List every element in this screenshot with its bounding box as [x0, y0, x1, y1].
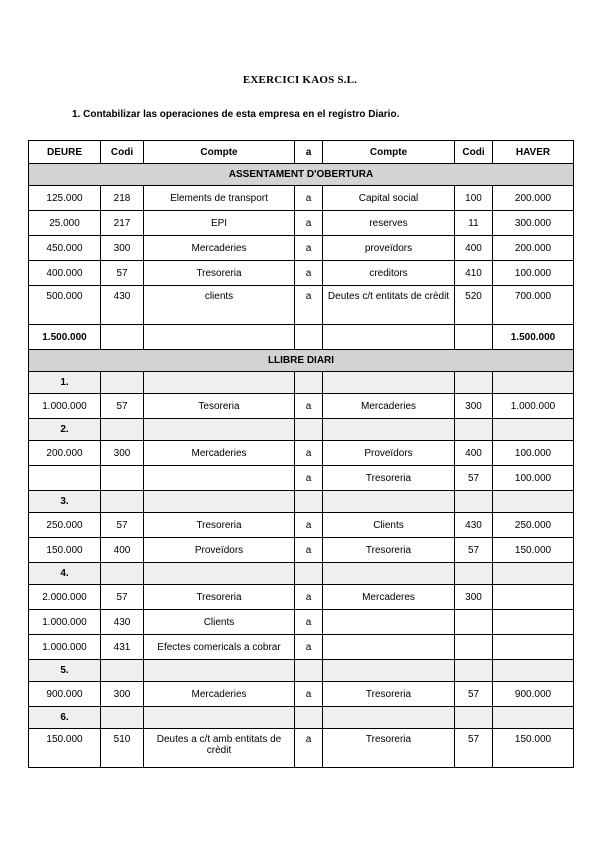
operation-number-row: [29, 563, 574, 585]
debit-account-cell: Tresoreria: [144, 513, 295, 538]
debit-code-cell: [101, 466, 144, 491]
credit-code-cell: [455, 325, 493, 350]
credit-code-cell: [455, 707, 493, 729]
debit-account-cell: Proveïdors: [144, 538, 295, 563]
credit-amount-cell: 200.000: [493, 236, 574, 261]
debit-code-cell: 300: [101, 682, 144, 707]
debit-account-cell: [144, 660, 295, 682]
debit-code-cell: 57: [101, 394, 144, 419]
credit-code-cell: 430: [455, 513, 493, 538]
debit-account-cell: [144, 707, 295, 729]
credit-account-cell: [323, 491, 455, 513]
credit-amount-cell: 900.000: [493, 682, 574, 707]
credit-code-cell: [455, 419, 493, 441]
debit-code-cell: 218: [101, 186, 144, 211]
document-title: EXERCICI KAOS S.L.: [242, 74, 358, 86]
debit-amount-cell: 2.000.000: [29, 585, 101, 610]
credit-code-cell: 520: [455, 286, 493, 325]
header-debit-account: Compte: [144, 141, 295, 164]
credit-amount-cell: 250.000: [493, 513, 574, 538]
a-marker-cell: [295, 419, 323, 441]
credit-code-cell: 57: [455, 729, 493, 768]
debit-code-cell: 510: [101, 729, 144, 768]
credit-account-cell: Tresoreria: [323, 729, 455, 768]
debit-amount-cell: 125.000: [29, 186, 101, 211]
a-marker-cell: [295, 325, 323, 350]
credit-code-cell: [455, 563, 493, 585]
debit-amount-cell: 200.000: [29, 441, 101, 466]
credit-account-cell: Mercaderes: [323, 585, 455, 610]
debit-code-cell: 217: [101, 211, 144, 236]
credit-amount-cell: [493, 585, 574, 610]
a-marker-cell: a: [295, 394, 323, 419]
debit-account-cell: [144, 372, 295, 394]
a-marker-cell: a: [295, 635, 323, 660]
credit-account-cell: Deutes c/t entitats de crèdit: [323, 286, 455, 325]
credit-amount-cell: [493, 372, 574, 394]
table-row: [29, 682, 574, 707]
debit-code-cell: [101, 325, 144, 350]
debit-amount-cell: 1.000.000: [29, 394, 101, 419]
credit-amount-cell: [493, 707, 574, 729]
credit-account-cell: [323, 660, 455, 682]
credit-amount-cell: 1.000.000: [493, 394, 574, 419]
debit-account-cell: Efectes comericals a cobrar: [144, 635, 295, 660]
operation-number: 4.: [29, 563, 101, 585]
table-row: [29, 394, 574, 419]
a-marker-cell: a: [295, 610, 323, 635]
a-marker-cell: a: [295, 466, 323, 491]
header-row: [29, 141, 574, 164]
credit-code-cell: [455, 635, 493, 660]
credit-account-cell: proveïdors: [323, 236, 455, 261]
a-marker-cell: a: [295, 211, 323, 236]
credit-account-cell: [323, 610, 455, 635]
credit-account-cell: [323, 635, 455, 660]
debit-code-cell: [101, 563, 144, 585]
debit-account-cell: Elements de transport: [144, 186, 295, 211]
section-header-row: [29, 350, 574, 372]
debit-code-cell: 57: [101, 261, 144, 286]
a-marker-cell: [295, 491, 323, 513]
debit-code-cell: 430: [101, 610, 144, 635]
operation-number: 2.: [29, 419, 101, 441]
debit-amount-cell: [29, 466, 101, 491]
debit-code-cell: 57: [101, 513, 144, 538]
table-row: [29, 610, 574, 635]
debit-account-cell: Tresoreria: [144, 585, 295, 610]
table-row: [29, 635, 574, 660]
credit-account-cell: [323, 707, 455, 729]
table-row: [29, 211, 574, 236]
a-marker-cell: a: [295, 585, 323, 610]
credit-code-cell: 11: [455, 211, 493, 236]
section-header-row: [29, 164, 574, 186]
credit-account-cell: [323, 419, 455, 441]
debit-account-cell: Mercaderies: [144, 682, 295, 707]
debit-amount-cell: 250.000: [29, 513, 101, 538]
credit-account-cell: Proveïdors: [323, 441, 455, 466]
credit-code-cell: [455, 610, 493, 635]
a-marker-cell: a: [295, 441, 323, 466]
table-row: [29, 441, 574, 466]
header-a-marker: a: [295, 141, 323, 164]
credit-account-cell: Tresoreria: [323, 538, 455, 563]
credit-account-cell: [323, 563, 455, 585]
debit-code-cell: 57: [101, 585, 144, 610]
debit-amount-cell: 900.000: [29, 682, 101, 707]
credit-account-cell: Mercaderies: [323, 394, 455, 419]
section-title: LLIBRE DIARI: [29, 350, 574, 372]
credit-account-cell: Tresoreria: [323, 466, 455, 491]
table-row: [29, 261, 574, 286]
total-row: [29, 325, 574, 350]
credit-amount-cell: 100.000: [493, 261, 574, 286]
credit-amount-cell: 100.000: [493, 441, 574, 466]
credit-amount-cell: [493, 563, 574, 585]
debit-code-cell: [101, 419, 144, 441]
operation-number: 1.: [29, 372, 101, 394]
a-marker-cell: a: [295, 286, 323, 325]
table-row: [29, 538, 574, 563]
credit-code-cell: 57: [455, 682, 493, 707]
credit-amount-cell: [493, 491, 574, 513]
table-row: [29, 236, 574, 261]
credit-code-cell: 300: [455, 585, 493, 610]
credit-account-cell: [323, 372, 455, 394]
credit-amount-cell: 100.000: [493, 466, 574, 491]
operation-number-row: [29, 707, 574, 729]
credit-code-cell: 400: [455, 236, 493, 261]
debit-account-cell: Mercaderies: [144, 441, 295, 466]
debit-amount-cell: 1.000.000: [29, 610, 101, 635]
credit-account-cell: [323, 325, 455, 350]
credit-amount-cell: 150.000: [493, 538, 574, 563]
debit-amount-cell: 1.000.000: [29, 635, 101, 660]
journal-table: [28, 140, 574, 768]
credit-code-cell: [455, 660, 493, 682]
exercise-instruction: 1. Contabilizar las operaciones de esta empresa en el registro Diario.: [72, 109, 400, 120]
table-row: [29, 513, 574, 538]
debit-code-cell: 431: [101, 635, 144, 660]
credit-amount-cell: [493, 635, 574, 660]
table-row: [29, 286, 574, 325]
credit-account-cell: Capital social: [323, 186, 455, 211]
operation-number: 3.: [29, 491, 101, 513]
credit-amount-cell: [493, 660, 574, 682]
operation-number-row: [29, 372, 574, 394]
debit-account-cell: [144, 466, 295, 491]
header-credit-amount: HAVER: [493, 141, 574, 164]
credit-amount-cell: 150.000: [493, 729, 574, 768]
debit-code-cell: 300: [101, 441, 144, 466]
a-marker-cell: a: [295, 729, 323, 768]
credit-code-cell: [455, 491, 493, 513]
debit-account-cell: [144, 491, 295, 513]
debit-account-cell: [144, 563, 295, 585]
credit-amount-cell: 1.500.000: [493, 325, 574, 350]
a-marker-cell: [295, 563, 323, 585]
debit-amount-cell: 25.000: [29, 211, 101, 236]
journal-body: [29, 164, 574, 768]
debit-code-cell: [101, 660, 144, 682]
credit-code-cell: 100: [455, 186, 493, 211]
credit-amount-cell: 300.000: [493, 211, 574, 236]
table-row: [29, 186, 574, 211]
a-marker-cell: [295, 372, 323, 394]
debit-account-cell: Clients: [144, 610, 295, 635]
debit-account-cell: Deutes a c/t amb entitats de crèdit: [144, 729, 295, 768]
credit-code-cell: 57: [455, 466, 493, 491]
credit-account-cell: reserves: [323, 211, 455, 236]
a-marker-cell: a: [295, 261, 323, 286]
debit-code-cell: 300: [101, 236, 144, 261]
a-marker-cell: a: [295, 236, 323, 261]
debit-account-cell: EPI: [144, 211, 295, 236]
debit-amount-cell: 400.000: [29, 261, 101, 286]
a-marker-cell: a: [295, 538, 323, 563]
credit-account-cell: Clients: [323, 513, 455, 538]
debit-amount-cell: 150.000: [29, 729, 101, 768]
debit-code-cell: [101, 707, 144, 729]
credit-code-cell: [455, 372, 493, 394]
a-marker-cell: [295, 660, 323, 682]
credit-code-cell: 57: [455, 538, 493, 563]
debit-account-cell: clients: [144, 286, 295, 325]
table-row: [29, 466, 574, 491]
debit-account-cell: Tesoreria: [144, 394, 295, 419]
debit-code-cell: 430: [101, 286, 144, 325]
header-debit-code: Codi: [101, 141, 144, 164]
header-credit-account: Compte: [323, 141, 455, 164]
a-marker-cell: [295, 707, 323, 729]
header-credit-code: Codi: [455, 141, 493, 164]
credit-code-cell: 410: [455, 261, 493, 286]
operation-number: 5.: [29, 660, 101, 682]
operation-number-row: [29, 491, 574, 513]
header-debit-amount: DEURE: [29, 141, 101, 164]
table-row: [29, 729, 574, 768]
section-title: ASSENTAMENT D'OBERTURA: [29, 164, 574, 186]
table-row: [29, 585, 574, 610]
credit-amount-cell: [493, 610, 574, 635]
debit-code-cell: [101, 491, 144, 513]
operation-number-row: [29, 660, 574, 682]
debit-amount-cell: 1.500.000: [29, 325, 101, 350]
credit-account-cell: creditors: [323, 261, 455, 286]
credit-account-cell: Tresoreria: [323, 682, 455, 707]
operation-number: 6.: [29, 707, 101, 729]
credit-code-cell: 300: [455, 394, 493, 419]
debit-amount-cell: 450.000: [29, 236, 101, 261]
debit-amount-cell: 500.000: [29, 286, 101, 325]
credit-amount-cell: 200.000: [493, 186, 574, 211]
debit-code-cell: 400: [101, 538, 144, 563]
a-marker-cell: a: [295, 513, 323, 538]
debit-account-cell: Tresoreria: [144, 261, 295, 286]
a-marker-cell: a: [295, 682, 323, 707]
credit-amount-cell: [493, 419, 574, 441]
operation-number-row: [29, 419, 574, 441]
a-marker-cell: a: [295, 186, 323, 211]
debit-account-cell: [144, 325, 295, 350]
debit-account-cell: [144, 419, 295, 441]
credit-code-cell: 400: [455, 441, 493, 466]
debit-account-cell: Mercaderies: [144, 236, 295, 261]
debit-amount-cell: 150.000: [29, 538, 101, 563]
debit-code-cell: [101, 372, 144, 394]
credit-amount-cell: 700.000: [493, 286, 574, 325]
